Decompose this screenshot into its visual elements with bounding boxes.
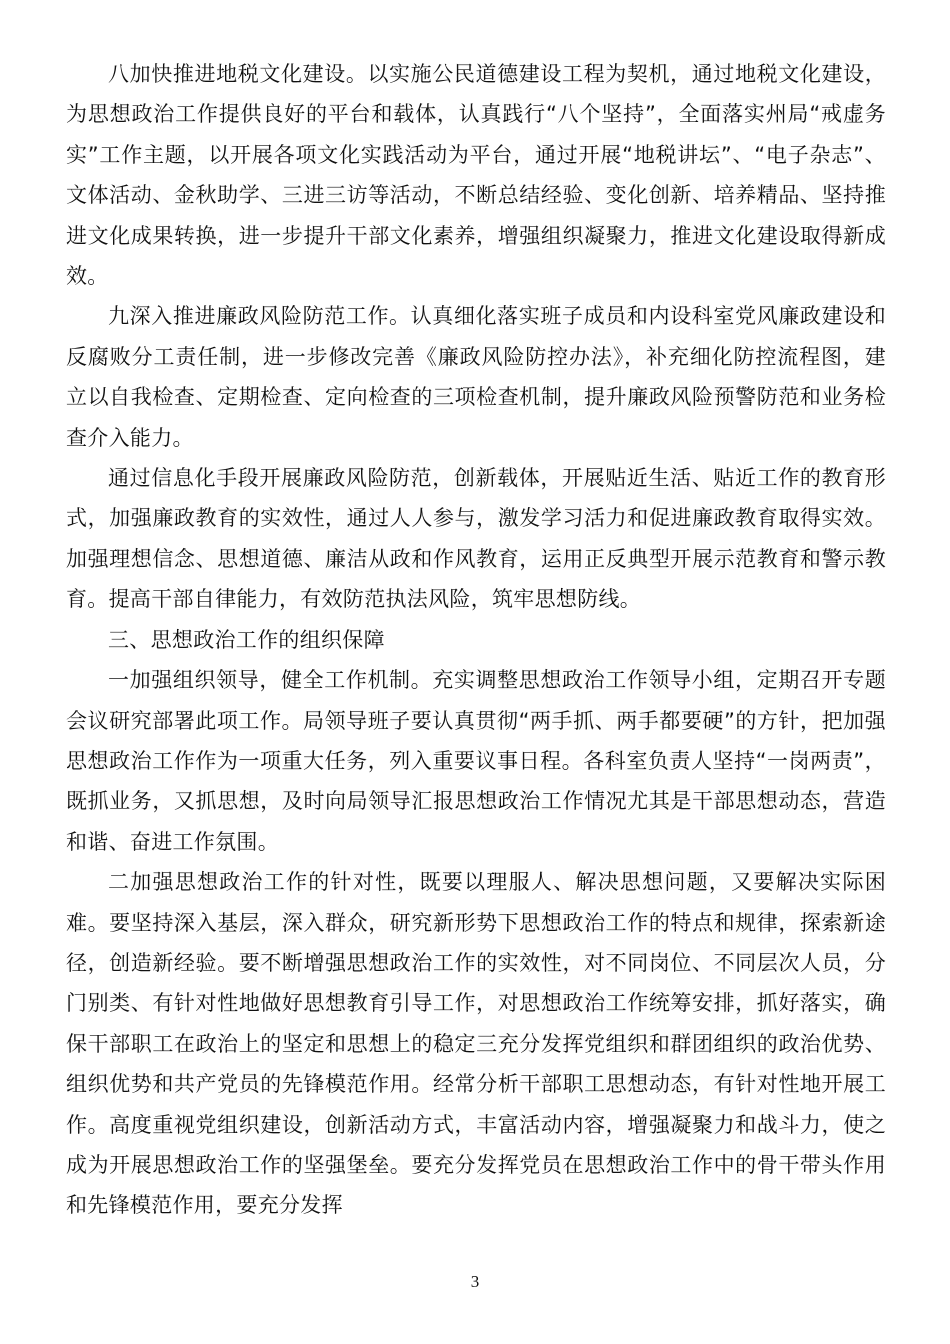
paragraph-leadership: 一加强组织领导，健全工作机制。充实调整思想政治工作领导小组，定期召开专题会议研究部署此项工作。局领导班子要认真贯彻“两手抓、两手都要硬”的方针，把加强思想政治工作作为一项重大任务，列入重要议事日程。各科室负责人坚持“一岗两责”，既抓业务，又抓思想，及时向局领导汇报思想政治工作情况尤其是干部思想动态，营造和谐、奋进工作氛围。 xyxy=(66,668,886,854)
document-body xyxy=(66,54,886,1226)
paragraph-informatization: 通过信息化手段开展廉政风险防范，创新载体，开展贴近生活、贴近工作的教育形式，加强廉政教育的实效性，通过人人参与，激发学习活力和促进廉政教育取得实效。加强理想信念、思想道德、廉洁从政和作风教育，运用正反典型开展示范教育和警示教育。提高干部自律能力，有效防范执法风险，筑牢思想防线。 xyxy=(66,466,886,612)
section-heading-organizational-guarantee: 三、思想政治工作的组织保障 xyxy=(108,627,385,652)
page-number: 3 xyxy=(470,1272,480,1291)
paragraph-integrity-risk: 九深入推进廉政风险防范工作。认真细化落实班子成员和内设科室党风廉政建设和反腐败分工责任制，进一步修改完善《廉政风险防控办法》，补充细化防控流程图，建立以自我检查、定期检查、定向检查的三项检查机制，提升廉政风险预警防范和业务检查介入能力。 xyxy=(66,304,886,450)
paragraph-culture-construction: 八加快推进地税文化建设。以实施公民道德建设工程为契机，通过地税文化建设，为思想政治工作提供良好的平台和载体，认真践行“八个坚持”，全面落实州局“戒虚务实”工作主题，以开展各项文化实践活动为平台，通过开展“地税讲坛”、“电子杂志”、文体活动、金秋助学、三进三访等活动，不断总结经验、变化创新、培养精品、坚持推进文化成果转换，进一步提升干部文化素养，增强组织凝聚力，推进文化建设取得新成效。 xyxy=(66,62,886,289)
paragraph-targeting: 二加强思想政治工作的针对性，既要以理服人、解决思想问题，又要解决实际困难。要坚持深入基层，深入群众，研究新形势下思想政治工作的特点和规律，探索新途径，创造新经验。要不断增强思想政治工作的实效性，对不同岗位、不同层次人员，分门别类、有针对性地做好思想教育引导工作，对思想政治工作统筹安排，抓好落实，确保干部职工在政治上的坚定和思想上的稳定三充分发挥党组织和群团组织的政治优势、组织优势和共产党员的先锋模范作用。经常分析干部职工思想动态，有针对性地开展工作。高度重视党组织建设，创新活动方式，丰富活动内容，增强凝聚力和战斗力，使之成为开展思想政治工作的坚强堡垒。要充分发挥党员在思想政治工作中的骨干带头作用和先锋模范作用，要充分发挥 xyxy=(66,870,886,1218)
